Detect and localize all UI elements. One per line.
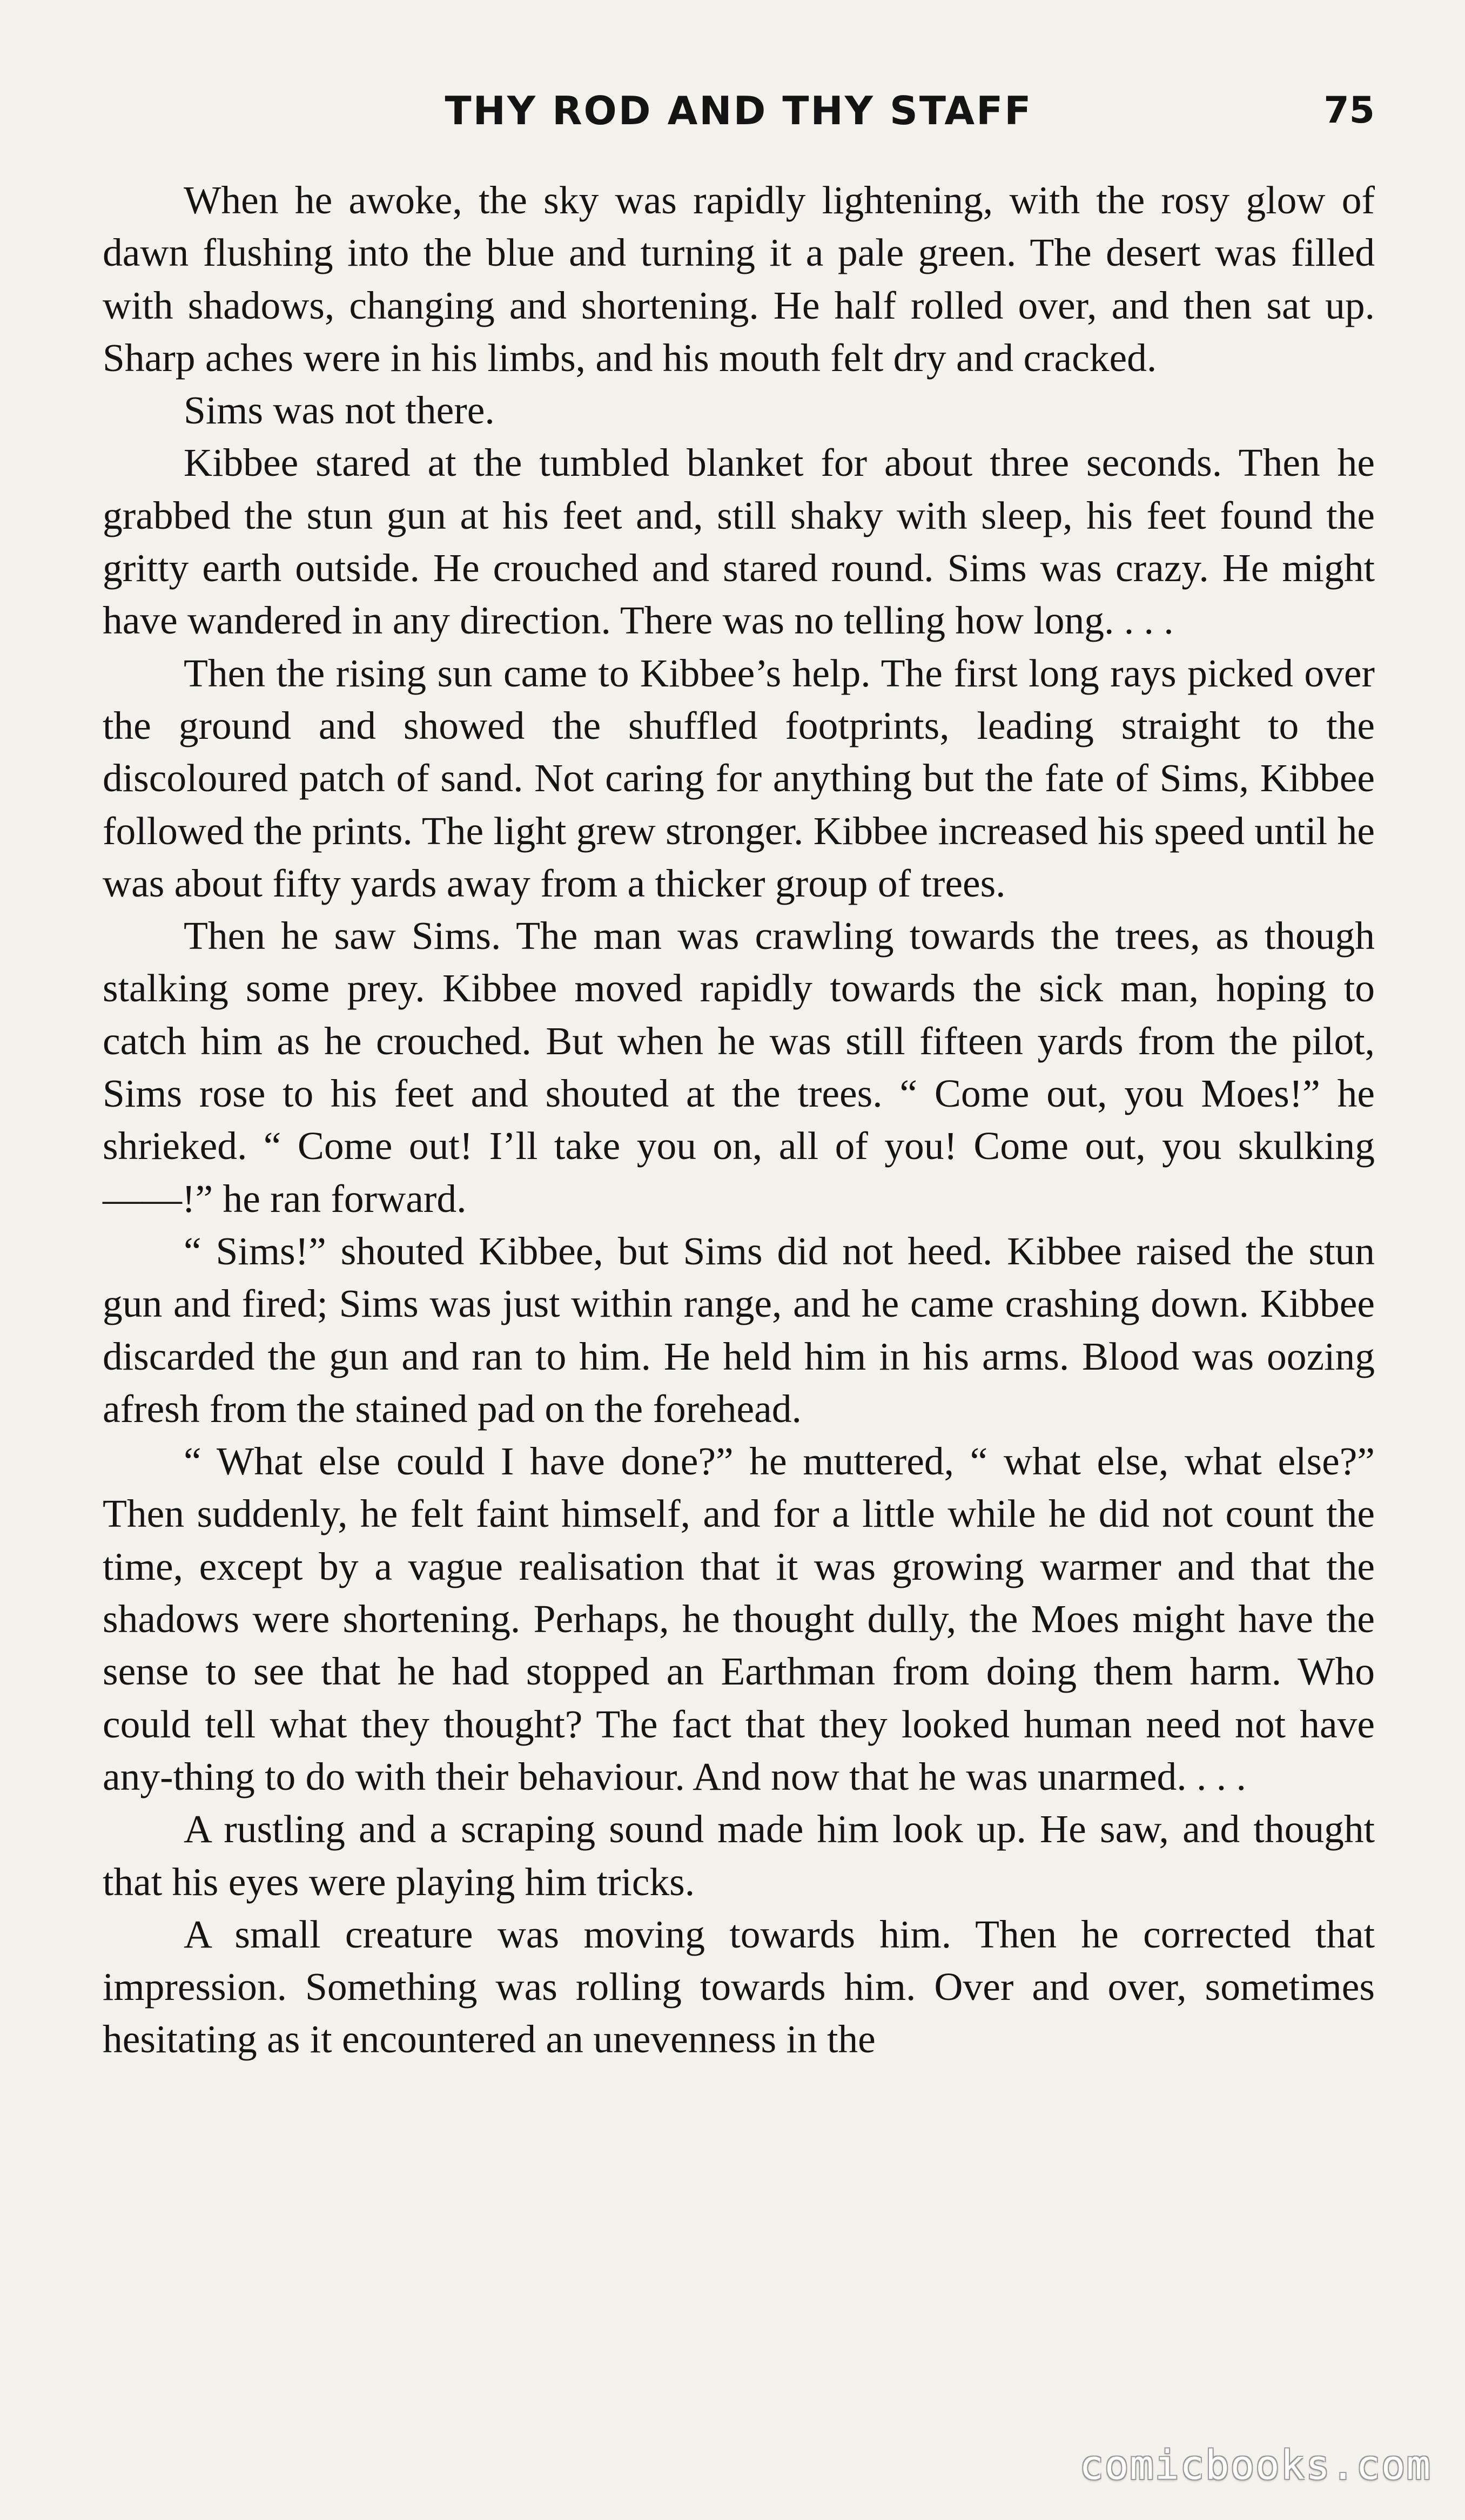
running-title: THY ROD AND THY STAFF <box>445 88 1033 133</box>
paragraph: “ What else could I have done?” he muttered, “ what else, what else?” Then suddenly, he felt faint himself, and for a little while he did not count the time, except by a vague realisation that it was growing warmer and that the shadows were shortening. Perhaps, he thought dully, the Moes might have the sense to see that he had stopped an Earthman from doing them harm. Who could tell what they thought? The fact that they looked human need not have any-thing to do with their behaviour. And now that he was unarmed. . . . <box>103 1439 1375 1798</box>
paragraph: “ Sims!” shouted Kibbee, but Sims did not heed. Kibbee raised the stun gun and fired; Sims was just within range, and he came crashing down. Kibbee discarded the gun and ran to him. He held him in his arms. Blood was oozing afresh from the stained pad on the forehead. <box>103 1229 1375 1431</box>
watermark: comicbooks.com <box>1079 2442 1432 2489</box>
paragraph: Then he saw Sims. The man was crawling towards the trees, as though stalking some prey. Kibbee moved rapidly towards the sick man, hoping to catch him as he crouched. But when he was still fifteen yards from the pilot, Sims rose to his feet and shouted at the trees. “ Come out, you Moes!” he shrieked. “ Come out! I’ll take you on, all of you! Come out, you skulking——!” he ran forward. <box>103 914 1375 1221</box>
paragraph: A rustling and a scraping sound made him look up. He saw, and thought that his eyes were playing him tricks. <box>103 1807 1375 1904</box>
paragraph: Then the rising sun came to Kibbee’s help. The first long rays picked over the ground and showed the shuffled footprints, leading straight to the discoloured patch of sand. Not caring for anything but the fate of Sims, Kibbee followed the prints. The light grew stronger. Kibbee increased his speed until he was about fifty yards away from a thicker group of trees. <box>103 651 1375 905</box>
page-header <box>103 81 1375 140</box>
paragraph: A small creature was moving towards him. Then he corrected that impression. Something was rolling towards him. Over and over, sometimes hesitating as it encountered an unevenness in the <box>103 1912 1375 2061</box>
body-text <box>103 174 1375 2066</box>
paragraph: When he awoke, the sky was rapidly lightening, with the rosy glow of dawn flushing into the blue and turning it a pale green. The desert was filled with shadows, changing and shortening. He half rolled over, and then sat up. Sharp aches were in his limbs, and his mouth felt dry and cracked. <box>103 178 1375 380</box>
paragraph: Kibbee stared at the tumbled blanket for about three seconds. Then he grabbed the stun gun at his feet and, still shaky with sleep, his feet found the gritty earth outside. He crouched and stared round. Sims was crazy. He might have wandered in any direction. There was no telling how long. . . . <box>103 441 1375 643</box>
paragraph: Sims was not there. <box>184 388 495 433</box>
page-number: 75 <box>1323 89 1375 132</box>
